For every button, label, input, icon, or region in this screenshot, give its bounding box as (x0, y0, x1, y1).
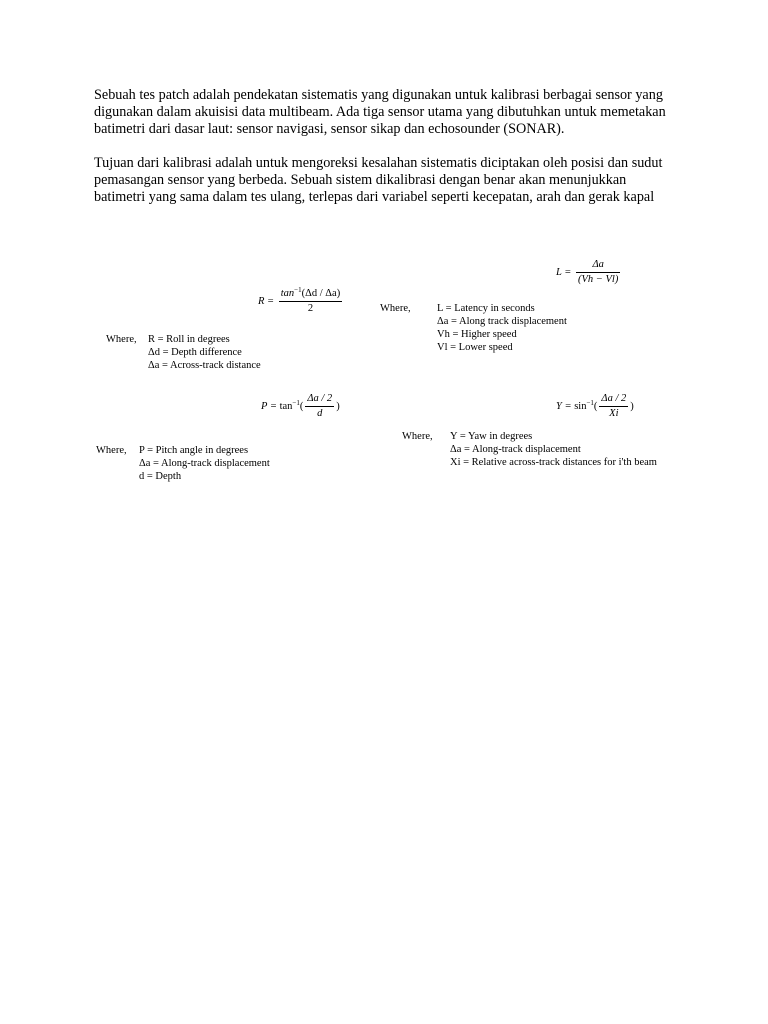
pitch-where-label: Where, (96, 445, 127, 456)
latency-formula-fraction (576, 259, 620, 286)
yaw-formula-fraction (599, 393, 628, 420)
yaw-formula (556, 393, 634, 420)
latency-formula (556, 259, 622, 286)
pitch-formula-open: ( (299, 400, 304, 412)
pitch-formula-denominator: d (317, 408, 323, 419)
latency-formula-lhs: L = (556, 266, 572, 278)
roll-formula-numerator (279, 288, 342, 302)
latency-where-label: Where, (380, 303, 411, 314)
pitch-formula-numerator: Δa / 2 (305, 393, 334, 407)
yaw-formula-open: ( (593, 400, 598, 412)
roll-formula-power: −1 (294, 286, 302, 294)
latency-definition: Vl = Lower speed (437, 342, 513, 353)
yaw-formula-numerator: Δa / 2 (599, 393, 628, 407)
latency-definition: Δa = Along track displacement (437, 316, 567, 327)
roll-where-label: Where, (106, 334, 137, 345)
roll-formula-denominator: 2 (307, 303, 314, 314)
yaw-formula-lhs: Y = (556, 400, 572, 412)
yaw-where-label: Where, (402, 431, 433, 442)
pitch-formula-close: ) (336, 400, 340, 412)
pitch-formula-lhs: P = (261, 400, 277, 412)
yaw-definition: Y = Yaw in degrees (450, 431, 533, 442)
pitch-formula (261, 393, 340, 420)
roll-formula-lhs: R = (258, 295, 275, 307)
roll-definition: Δa = Across-track distance (148, 360, 261, 371)
roll-definition: R = Roll in degrees (148, 334, 230, 345)
yaw-formula-denominator: Xi (609, 408, 619, 419)
purpose-paragraph: Tujuan dari kalibrasi adalah untuk mengoreksi kesalahan sistematis diciptakan oleh posisi dan sudut pemasangan sensor yang berbeda. Sebuah sistem dikalibrasi dengan benar akan menunjukkan batimetri yang sama dalam tes ulang, terlepas dari variabel seperti kecepatan, arah dan gerak kapal (94, 155, 663, 205)
pitch-definition: d = Depth (139, 471, 182, 482)
yaw-definition: Xi = Relative across-track distances for i'th beam (450, 457, 657, 468)
latency-definition: L = Latency in seconds (437, 303, 535, 314)
roll-formula-func: tan (280, 288, 295, 299)
pitch-formula-func: tan (279, 400, 293, 412)
roll-formula-arg: (Δd / Δa) (301, 288, 341, 299)
pitch-definition: P = Pitch angle in degrees (139, 445, 249, 456)
yaw-formula-func: sin (574, 400, 587, 412)
roll-formula-fraction (279, 288, 342, 315)
yaw-formula-close: ) (630, 400, 634, 412)
roll-formula (258, 288, 344, 315)
latency-definition: Vh = Higher speed (437, 329, 517, 340)
yaw-formula-power: −1 (586, 398, 594, 407)
pitch-definition: Δa = Along-track displacement (139, 458, 270, 469)
intro-paragraph: Sebuah tes patch adalah pendekatan sistematis yang digunakan untuk kalibrasi berbagai sensor yang digunakan dalam akuisisi data multibeam. Ada tiga sensor utama yang dibutuhkan untuk memetakan batimetri dari dasar laut: sensor navigasi, sensor sikap dan echosounder (SONAR). (94, 87, 666, 137)
roll-definition: Δd = Depth difference (148, 347, 242, 358)
pitch-formula-power: −1 (292, 398, 300, 407)
latency-formula-numerator: Δa (576, 259, 620, 273)
latency-formula-denominator: (Vh − Vl) (578, 274, 619, 285)
yaw-definition: Δa = Along-track displacement (450, 444, 581, 455)
pitch-formula-fraction (305, 393, 334, 420)
